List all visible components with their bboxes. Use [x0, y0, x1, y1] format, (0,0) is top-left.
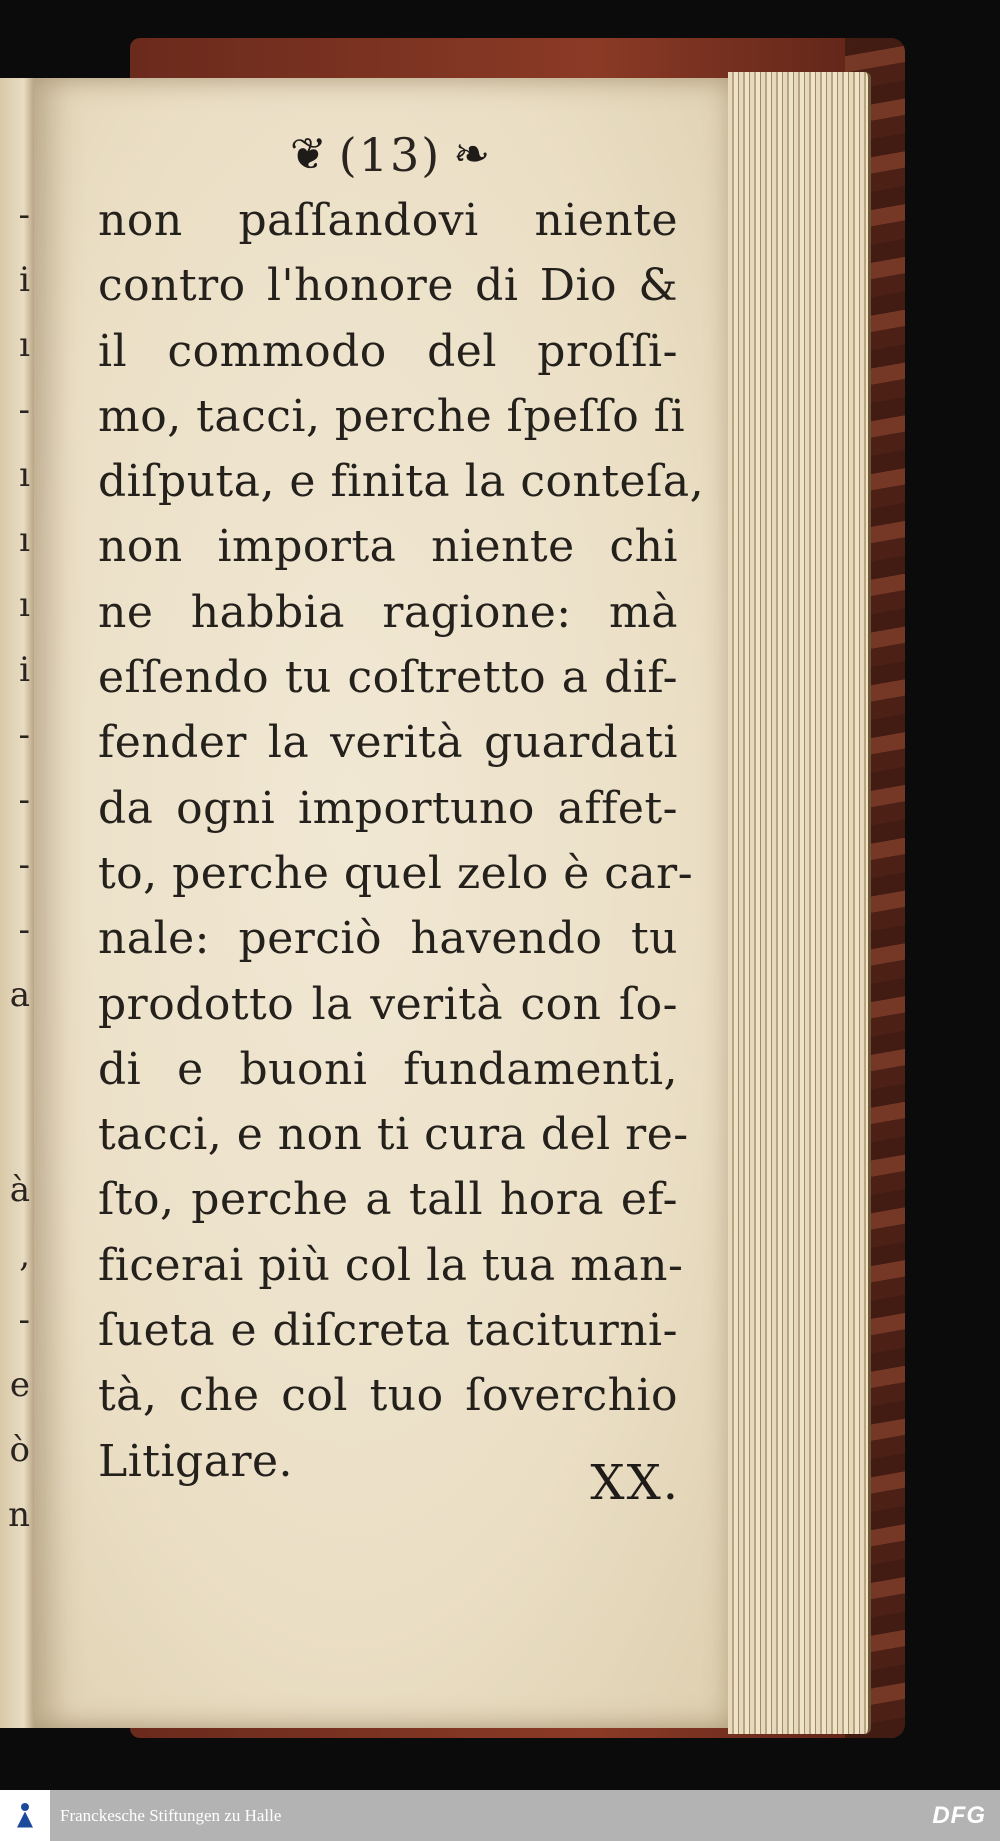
text-line: ſueta e diſcreta taciturni- — [98, 1305, 678, 1357]
text-line: diſputa, e finita la conteſa, — [98, 456, 705, 508]
text-line: ſto, perche a tall hora ef- — [98, 1174, 678, 1226]
francke-logo-icon — [14, 1803, 36, 1829]
text-line: tacci, e non ti cura del re- — [98, 1109, 689, 1161]
edge-glyph: ò — [9, 1430, 30, 1470]
dfg-logo[interactable]: DFG — [932, 1801, 986, 1829]
edge-glyph: i — [19, 650, 30, 690]
edge-glyph: ı — [19, 325, 30, 365]
text-line: fender la verità guardati — [98, 717, 678, 769]
edge-glyph: a — [9, 975, 30, 1015]
page-fore-edge — [728, 72, 871, 1734]
edge-glyph — [4, 1028, 30, 1093]
text-line: il commodo del proſſi- — [98, 325, 678, 377]
edge-glyph: - — [18, 845, 30, 885]
text-line: non importa niente chi — [98, 521, 678, 573]
edge-glyph: - — [18, 715, 30, 755]
text-line: contro l'honore di Dio & — [98, 260, 678, 312]
edge-glyph: - — [18, 1300, 30, 1340]
text-line: non paſſandovi niente — [98, 195, 678, 246]
edge-glyph: - — [18, 195, 30, 235]
edge-glyph: - — [18, 390, 30, 430]
footer-bar — [0, 1790, 1000, 1841]
page-number: (13) — [338, 128, 442, 182]
institution-name[interactable]: Franckesche Stiftungen zu Halle — [60, 1805, 282, 1825]
edge-glyph: n — [8, 1495, 30, 1535]
text-line: da ogni importuno affet- — [98, 782, 678, 834]
text-line: ne habbia ragione: mà — [98, 586, 678, 638]
catchword: XX. — [590, 1455, 680, 1511]
text-line: eſſendo tu coſtretto a dif- — [98, 652, 678, 704]
text-line: prodotto la verità con ſo- — [98, 978, 678, 1030]
page-header — [265, 120, 515, 190]
text-line: to, perche quel zelo è car- — [98, 847, 694, 899]
edge-glyph: - — [18, 910, 30, 950]
text-line: mo, tacci, perche ſpeſſo ſi — [98, 390, 686, 442]
edge-glyph: ı — [19, 455, 30, 495]
text-line: di e buoni fundamenti, — [98, 1043, 678, 1095]
previous-page-edge — [0, 78, 36, 1728]
fleuron-left-icon: ❦ — [289, 129, 327, 180]
edge-glyph — [4, 1093, 30, 1158]
institution-logo[interactable] — [0, 1790, 50, 1841]
page-body-text — [98, 188, 705, 1494]
text-line: ficerai più col la tua man- — [98, 1239, 684, 1291]
edge-glyph: e — [9, 1365, 30, 1405]
edge-glyph: ı — [19, 520, 30, 560]
edge-glyph: i — [19, 260, 30, 300]
edge-glyph: à — [9, 1170, 30, 1210]
text-line: Litigare. — [98, 1435, 294, 1487]
previous-page-glyphs — [4, 183, 30, 1548]
fleuron-right-icon: ❧ — [453, 129, 491, 180]
edge-glyph: , — [19, 1235, 30, 1275]
text-line: tà, che col tuo ſoverchio — [98, 1370, 678, 1422]
text-line: nale: perciò havendo tu — [98, 913, 678, 965]
edge-glyph: - — [18, 780, 30, 820]
edge-glyph: ı — [19, 585, 30, 625]
